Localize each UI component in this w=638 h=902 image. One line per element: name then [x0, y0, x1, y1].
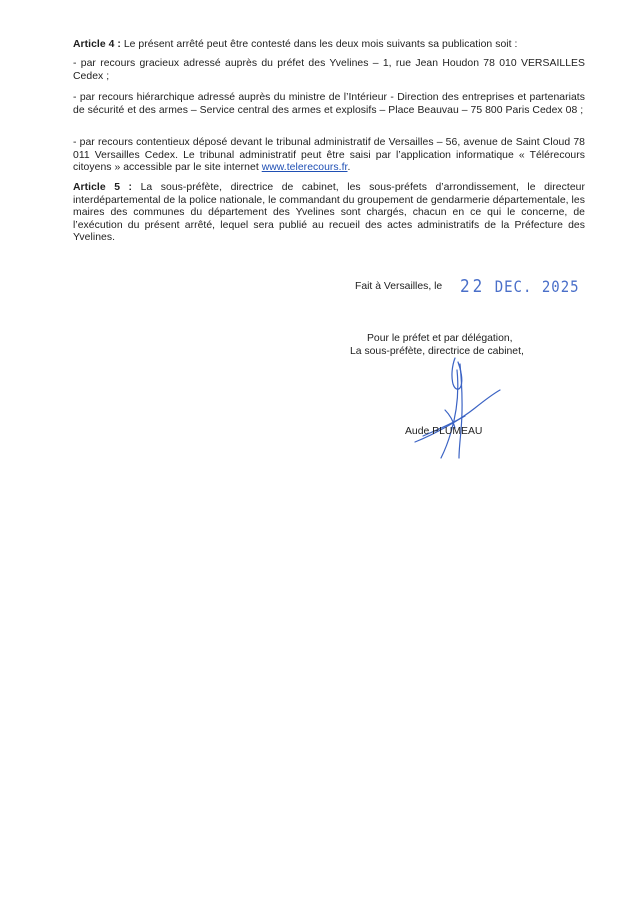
delegation-line-2: La sous-préfète, directrice de cabinet,	[350, 346, 524, 357]
handwritten-signature	[405, 350, 515, 470]
recours-contentieux-text: - par recours contentieux déposé devant le tribunal administratif de Versailles – 56, avenue de Saint Cloud 78 011 Versailles Cedex. Le tribunal administratif peut être saisi par l’application informatique « Télérecours citoyens » accessible par le site internet	[73, 137, 585, 174]
stamp-month-year: DEC. 2025	[494, 278, 580, 297]
fait-a-line: Fait à Versailles, le	[355, 281, 443, 292]
article-5-label: Article 5 :	[73, 182, 133, 193]
article-4-intro	[73, 39, 585, 52]
date-stamp	[460, 275, 580, 296]
link-suffix: .	[347, 162, 351, 174]
article-5	[73, 182, 585, 245]
delegation-line-1: Pour le préfet et par délégation,	[367, 333, 513, 344]
recours-gracieux	[73, 58, 585, 83]
recours-hierarchique-text: - par recours hiérarchique adressé auprès du ministre de l’Intérieur - Direction des entreprises et partenariats de sécurité et des armes – Service central des armes et explosifs – Place Beauvau – 75 800 Paris Cedex 08 ;	[73, 92, 585, 116]
stamp-day: 22	[460, 275, 486, 297]
telerecours-link[interactable]: www.telerecours.fr	[261, 162, 348, 174]
article-5-text: La sous-préfète, directrice de cabinet, les sous-préfets d’arrondissement, le directeur interdépartemental de la police nationale, le commandant du groupement de gendarmerie départementale, les maires des communes du département des Yvelines sont chargés, chacun en ce qui le concerne, de l’exécution du présent arrêté, lequel sera publié au recueil des actes administratifs de la Préfecture des Yvelines.	[73, 182, 585, 244]
article-4-intro-text: Le présent arrêté peut être contesté dans les deux mois suivants sa publication soit :	[120, 39, 518, 50]
article-4-label: Article 4 :	[73, 39, 121, 50]
recours-hierarchique	[73, 92, 585, 117]
signatory-name: Aude PLUMEAU	[405, 426, 483, 437]
recours-gracieux-text: - par recours gracieux adressé auprès du préfet des Yvelines – 1, rue Jean Houdon 78 010 VERSAILLES Cedex ;	[73, 58, 585, 82]
recours-contentieux	[73, 137, 585, 175]
